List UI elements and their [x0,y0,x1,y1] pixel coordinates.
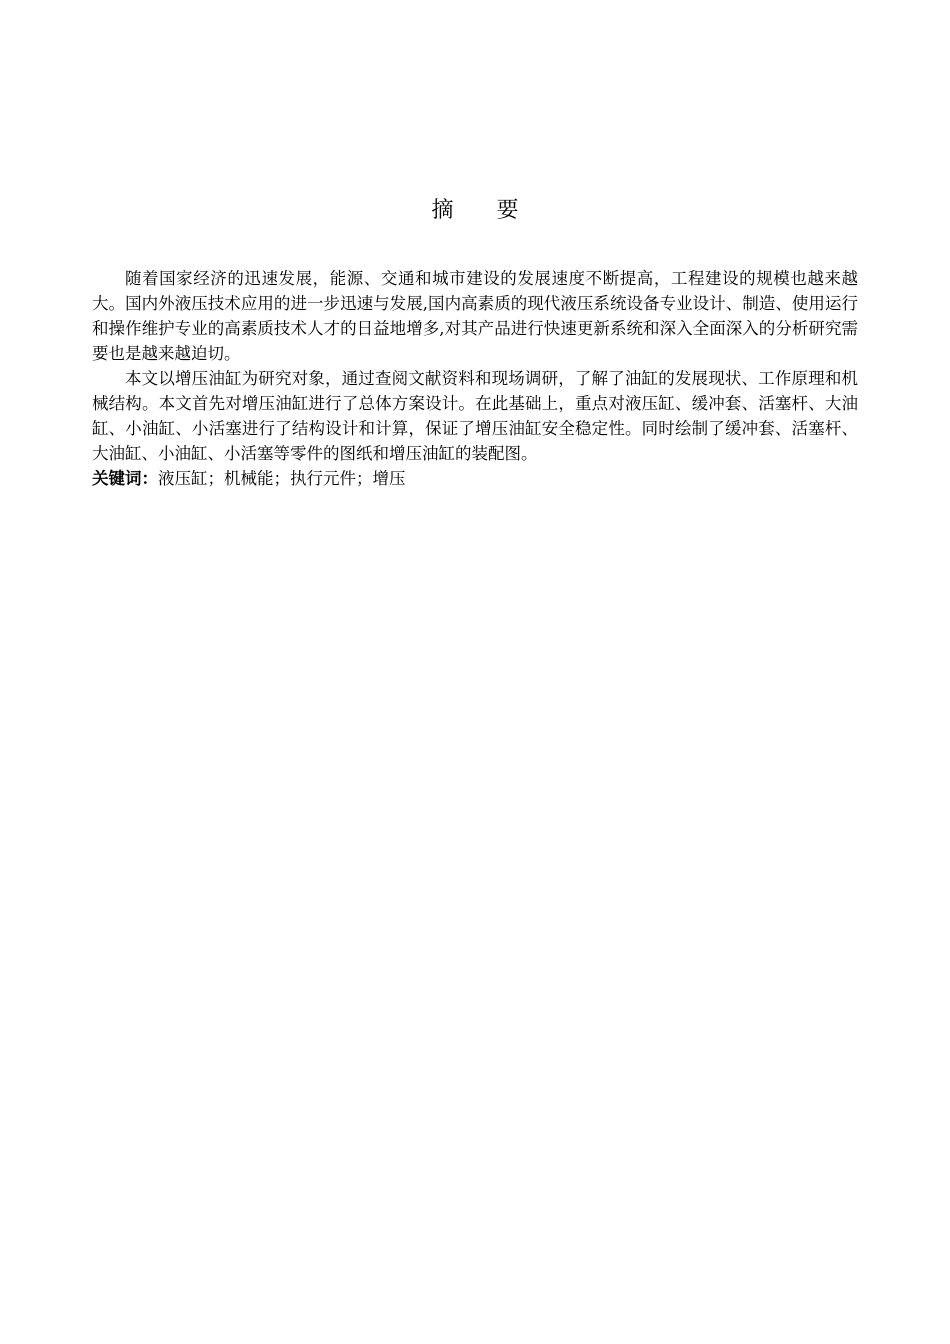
keywords-label: 关键词： [92,469,158,488]
abstract-paragraph-2: 本文以增压油缸为研究对象，通过查阅文献资料和现场调研，了解了油缸的发展现状、工作原理和机械结构。本文首先对增压油缸进行了总体方案设计。在此基础上，重点对液压缸、缓冲套、活塞杆、大油缸、小油缸、小活塞进行了结构设计和计算，保证了增压油缸安全稳定性。同时绘制了缓冲套、活塞杆、大油缸、小油缸、小活塞等零件的图纸和增压油缸的装配图。 [92,369,858,463]
abstract-title: 摘 要 [431,198,537,223]
abstract-body [92,266,858,491]
abstract-paragraph-1: 随着国家经济的迅速发展，能源、交通和城市建设的发展速度不断提高，工程建设的规模也越来越大。国内外液压技术应用的进一步迅速与发展,国内高素质的现代液压系统设备专业设计、制造、使用运行和操作维护专业的高素质技术人才的日益地增多,对其产品进行快速更新系统和深入全面深入的分析研究需要也是越来越迫切。 [92,269,858,363]
keywords-line [92,466,858,491]
keywords-text: 液压缸；机械能；执行元件；增压 [158,469,406,488]
